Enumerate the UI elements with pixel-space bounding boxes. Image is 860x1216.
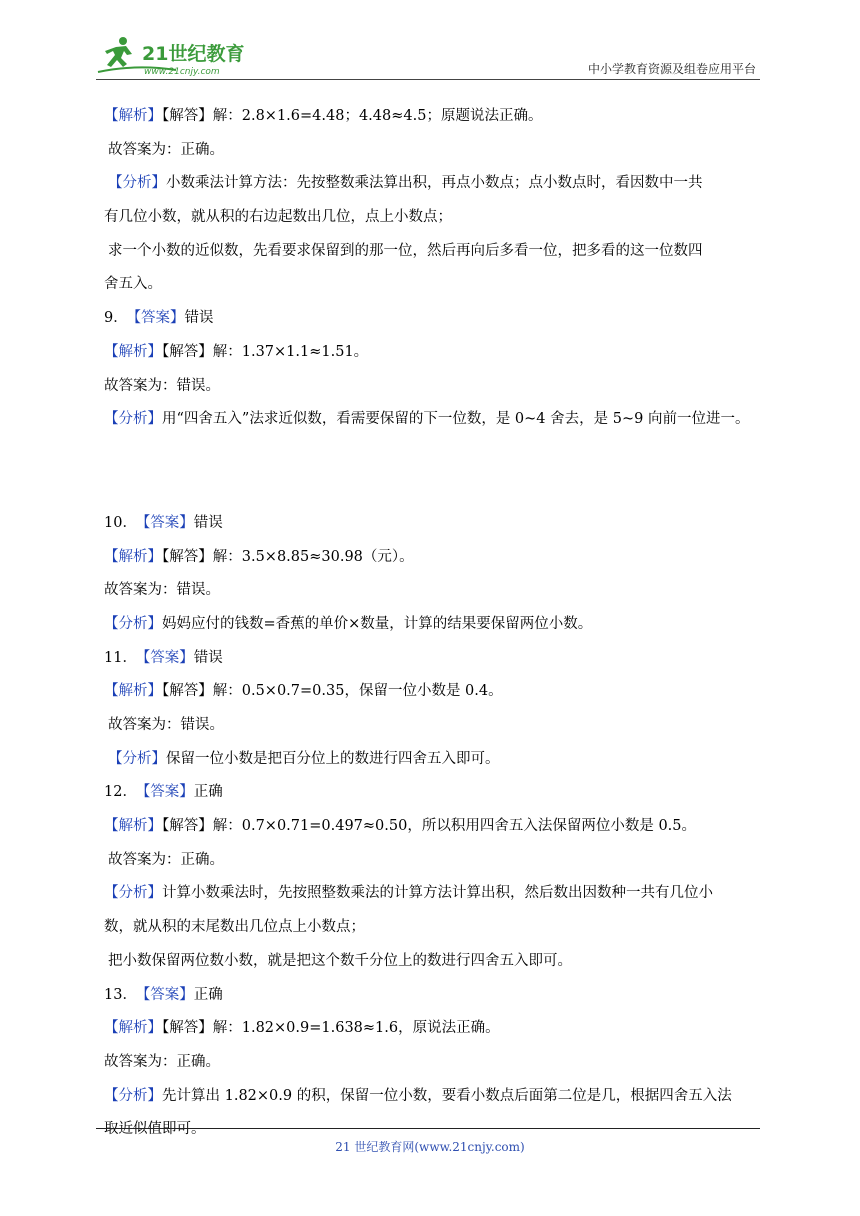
question-number: 11． bbox=[104, 649, 137, 666]
section-tag: 【解析】 bbox=[104, 548, 162, 565]
section-tag: 【解析】 bbox=[104, 683, 162, 700]
line-text: 小数乘法计算方法：先按整数乘法算出积，再点小数点；点小数点时，看因数中一共 bbox=[166, 175, 703, 192]
line-text: 错误 bbox=[184, 310, 214, 327]
footer-divider bbox=[96, 1128, 760, 1129]
explanation-line bbox=[104, 810, 764, 844]
line-text: 正确 bbox=[193, 784, 223, 801]
question-number: 9． bbox=[104, 310, 128, 327]
question-number: 13． bbox=[104, 986, 137, 1003]
line-text: 故答案为：正确。 bbox=[104, 1053, 220, 1070]
section-tag: 【分析】 bbox=[104, 615, 162, 632]
line-text: 妈妈应付的钱数=香蕉的单价×数量，计算的结果要保留两位小数。 bbox=[162, 615, 593, 632]
section-tag: 【解答】 bbox=[162, 1020, 213, 1037]
logo-title: 21世纪教育 bbox=[142, 43, 245, 65]
section-tag: 【解析】 bbox=[104, 1020, 162, 1037]
section-tag: 【分析】 bbox=[104, 1087, 162, 1104]
line-text: 计算小数乘法时，先按照整数乘法的计算方法计算出积，然后数出因数种一共有几位小 bbox=[162, 885, 713, 902]
explanation-line bbox=[104, 370, 764, 404]
section-tag: 【分析】 bbox=[104, 885, 162, 902]
explanation-line bbox=[104, 675, 764, 709]
explanation-line bbox=[104, 268, 764, 302]
explanation-line bbox=[104, 403, 764, 437]
explanation-line bbox=[104, 201, 764, 235]
explanation-line bbox=[104, 945, 764, 979]
runner-icon bbox=[105, 37, 132, 67]
explanation-line bbox=[104, 134, 764, 168]
question-answer-line bbox=[104, 642, 764, 676]
line-text: 故答案为：错误。 bbox=[108, 717, 224, 733]
section-tag: 【解答】 bbox=[162, 343, 213, 360]
section-tag: 【解析】 bbox=[104, 108, 162, 124]
section-tag: 【解析】 bbox=[104, 818, 162, 835]
explanation-line bbox=[104, 844, 764, 878]
line-text: 求一个小数的近似数，先看要求保留到的那一位，然后再向后多看一位，把多看的这一位数四 bbox=[108, 242, 703, 259]
question-number: 12． bbox=[104, 784, 137, 801]
section-tag: 【解析】 bbox=[104, 343, 162, 360]
line-text: 取近似值即可。 bbox=[104, 1121, 206, 1138]
answer-content bbox=[104, 100, 764, 1147]
section-tag: 【答案】 bbox=[142, 784, 194, 801]
line-text: 有几位小数，就从积的右边起数出几位，点上小数点； bbox=[104, 209, 452, 226]
line-text: 故答案为：错误。 bbox=[104, 582, 220, 599]
footer-site-link[interactable]: 21 世纪教育网(www.21cnjy.com) bbox=[335, 1140, 525, 1154]
explanation-line bbox=[104, 608, 764, 642]
section-tag: 【答案】 bbox=[142, 514, 194, 531]
line-text: 错误 bbox=[193, 649, 223, 666]
question-number: 10． bbox=[104, 514, 137, 531]
page-header bbox=[96, 34, 760, 78]
section-spacer bbox=[104, 437, 764, 507]
header-divider bbox=[96, 79, 760, 80]
explanation-line bbox=[104, 1012, 764, 1046]
explanation-line bbox=[104, 336, 764, 370]
section-tag: 【答案】 bbox=[142, 986, 194, 1003]
line-text: 舍五入。 bbox=[104, 276, 162, 293]
logo-21cnjy bbox=[96, 34, 266, 78]
section-tag: 【答案】 bbox=[133, 310, 185, 327]
explanation-line bbox=[104, 1080, 764, 1114]
line-text: 正确 bbox=[193, 986, 223, 1003]
section-tag: 【解答】 bbox=[162, 548, 213, 565]
line-text: 数，就从积的末尾数出几位点上小数点； bbox=[104, 919, 365, 936]
explanation-line bbox=[104, 1046, 764, 1080]
explanation-line bbox=[104, 743, 764, 777]
explanation-line bbox=[104, 709, 764, 743]
line-text: 解：0.7×0.71=0.497≈0.50，所以积用四舍五入法保留两位小数是 0.5。 bbox=[212, 818, 697, 835]
line-text: 错误 bbox=[193, 514, 223, 531]
line-text: 解：1.82×0.9=1.638≈1.6，原说法正确。 bbox=[212, 1020, 500, 1037]
line-text: 解：2.8×1.6=4.48；4.48≈4.5；原题说法正确。 bbox=[212, 108, 543, 124]
explanation-line bbox=[104, 541, 764, 575]
explanation-line bbox=[104, 911, 764, 945]
section-tag: 【分析】 bbox=[108, 750, 166, 767]
line-text: 用“四舍五入”法求近似数，看需要保留的下一位数，是 0~4 舍去，是 5~9 向前一位进一。 bbox=[162, 411, 750, 428]
line-text: 故答案为：错误。 bbox=[104, 377, 220, 394]
explanation-line bbox=[104, 574, 764, 608]
question-answer-line bbox=[104, 302, 764, 336]
section-tag: 【分析】 bbox=[108, 175, 166, 192]
question-answer-line bbox=[104, 979, 764, 1013]
question-answer-line bbox=[104, 776, 764, 810]
explanation-line bbox=[104, 235, 764, 269]
site-tagline: 中小学教育资源及组卷应用平台 bbox=[587, 62, 756, 76]
line-text: 故答案为：正确。 bbox=[108, 141, 224, 158]
section-tag: 【解答】 bbox=[162, 818, 213, 835]
line-text: 把小数保留两位数小数，就是把这个数千分位上的数进行四舍五入即可。 bbox=[108, 952, 572, 969]
section-tag: 【解答】 bbox=[162, 683, 213, 700]
line-text: 解：1.37×1.1≈1.51。 bbox=[212, 343, 369, 360]
section-tag: 【分析】 bbox=[104, 411, 162, 428]
section-tag: 【解答】 bbox=[162, 108, 213, 124]
explanation-line bbox=[104, 167, 764, 201]
explanation-line bbox=[104, 877, 764, 911]
logo-url: www.21cnjy.com bbox=[144, 67, 220, 77]
line-text: 故答案为：正确。 bbox=[108, 851, 224, 868]
explanation-line bbox=[104, 100, 764, 134]
line-text: 先计算出 1.82×0.9 的积，保留一位小数，要看小数点后面第二位是几，根据四舍五入法 bbox=[162, 1087, 732, 1104]
section-tag: 【答案】 bbox=[142, 649, 194, 666]
question-answer-line bbox=[104, 507, 764, 541]
line-text: 解：3.5×8.85≈30.98（元）。 bbox=[212, 548, 414, 565]
line-text: 解：0.5×0.7=0.35，保留一位小数是 0.4。 bbox=[212, 683, 503, 700]
line-text: 保留一位小数是把百分位上的数进行四舍五入即可。 bbox=[166, 750, 500, 767]
